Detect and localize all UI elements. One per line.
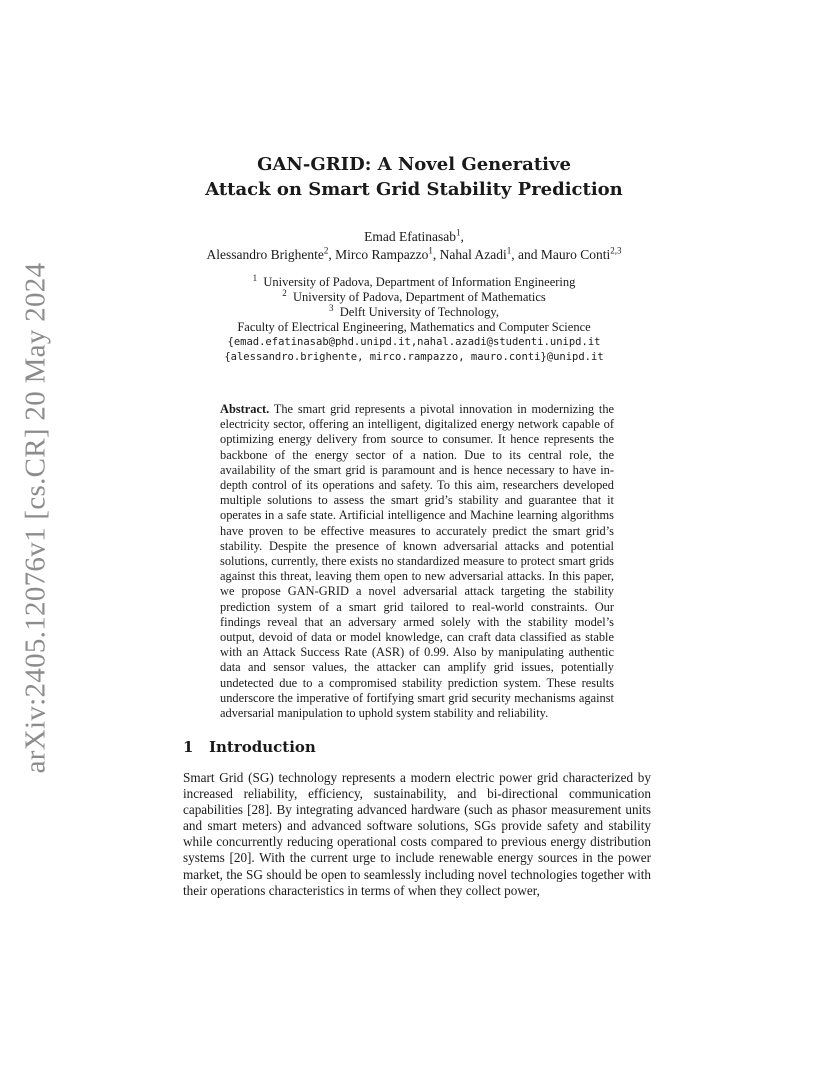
abstract [220,402,614,721]
affiliation-1 [0,272,828,290]
affiliation-mark: 1 [252,272,258,283]
affiliation-text: University of Padova, Department of Mathematics [293,290,546,304]
author-name: , and Mauro Conti [511,247,611,262]
author-affiliation-mark: 2,3 [610,245,622,256]
affiliation-mark: 2 [282,287,287,298]
section-heading [183,738,316,756]
author-separator: , [460,229,464,244]
author-line-2 [0,246,828,264]
author-affiliation-mark: 1 [428,245,433,256]
introduction-paragraph: Smart Grid (SG) technology represents a modern electric power grid characterized by increased reliability, efficiency, sustainability, and bi-directional communication capabilities [28]. By integrating advanced hardware (such as phasor measurement units and smart meters) and advanced software solutions, SGs provide safety and stability while concurrently reducing operational costs compared to previous energy distribution systems [20]. With the current urge to include renewable energy sources in the power market, the SG should be open to seamlessly including novel technologies together with their operations characteristics in terms of when they collect power, [183,770,651,898]
author-name: , Mirco Rampazzo [328,247,429,262]
abstract-label: Abstract. [220,402,270,416]
arxiv-identifier-stamp: arXiv:2405.12076v1 [cs.CR] 20 May 2024 [19,262,52,774]
author-line-1 [0,228,828,246]
title-line-1: GAN-GRID: A Novel Generative [257,154,571,175]
abstract-text: The smart grid represents a pivotal innovation in modernizing the electricity sector, offering an intelligent, digitalized energy network capable of optimizing energy delivery from source to consumer. It hence represents the backbone of the energy sector of a nation. Due to its central role, the availability of the smart grid is paramount and is hence necessary to have in-depth control of its operations and safety. To this aim, researchers developed multiple solutions to assess the smart grid’s stability and guarantee that it operates in a safe state. Artificial intelligence and Machine learning algorithms have proven to be effective measures to accurately predict the smart grid’s stability. Despite the presence of known adversarial attacks and potential solutions, currently, there exists no standardized measure to protect smart grids against this threat, leaving them open to new adversarial attacks. In this paper, we propose GAN-GRID a novel adversarial attack targeting the stability prediction system of a smart grid tailored to real-world constraints. Our findings reveal that an adversary armed solely with the stability model’s output, devoid of data or model knowledge, can craft data classified as stable with an Attack Success Rate (ASR) of 0.99. Also by manipulating authentic data and sensor values, the attacker can amplify grid issues, potentially undetected due to a compromised stability prediction system. These results underscore the imperative of fortifying smart grid security mechanisms against adversarial manipulation to uphold system stability and reliability. [220,402,615,721]
affiliation-text: University of Padova, Department of Information Engineering [263,275,576,289]
author-list [0,228,828,264]
affiliation-text: Delft University of Technology, [339,305,499,319]
affiliation-3-faculty: Faculty of Electrical Engineering, Mathematics and Computer Science [237,320,591,334]
section-title: Introduction [209,738,316,756]
author-name: , Nahal Azadi [432,247,507,262]
paper-title [0,152,828,202]
affiliation-mark: 3 [329,302,334,313]
section-number: 1 [183,738,194,756]
email-line-1: {emad.efatinasab@phd.unipd.it,nahal.azadi@studenti.unipd.it [227,336,601,348]
title-line-2: Attack on Smart Grid Stability Prediction [205,179,623,200]
author-affiliation-mark: 1 [455,227,461,238]
author-name: Emad Efatinasab [364,229,456,244]
affiliations-block [0,272,828,365]
affiliation-3 [0,302,828,320]
affiliation-2 [0,287,828,305]
author-name: Alessandro Brighente [206,247,324,262]
email-line-2: {alessandro.brighente, mirco.rampazzo, mauro.conti}@unipd.it [224,351,604,363]
author-affiliation-mark: 2 [323,245,329,256]
author-affiliation-mark: 1 [506,245,512,256]
